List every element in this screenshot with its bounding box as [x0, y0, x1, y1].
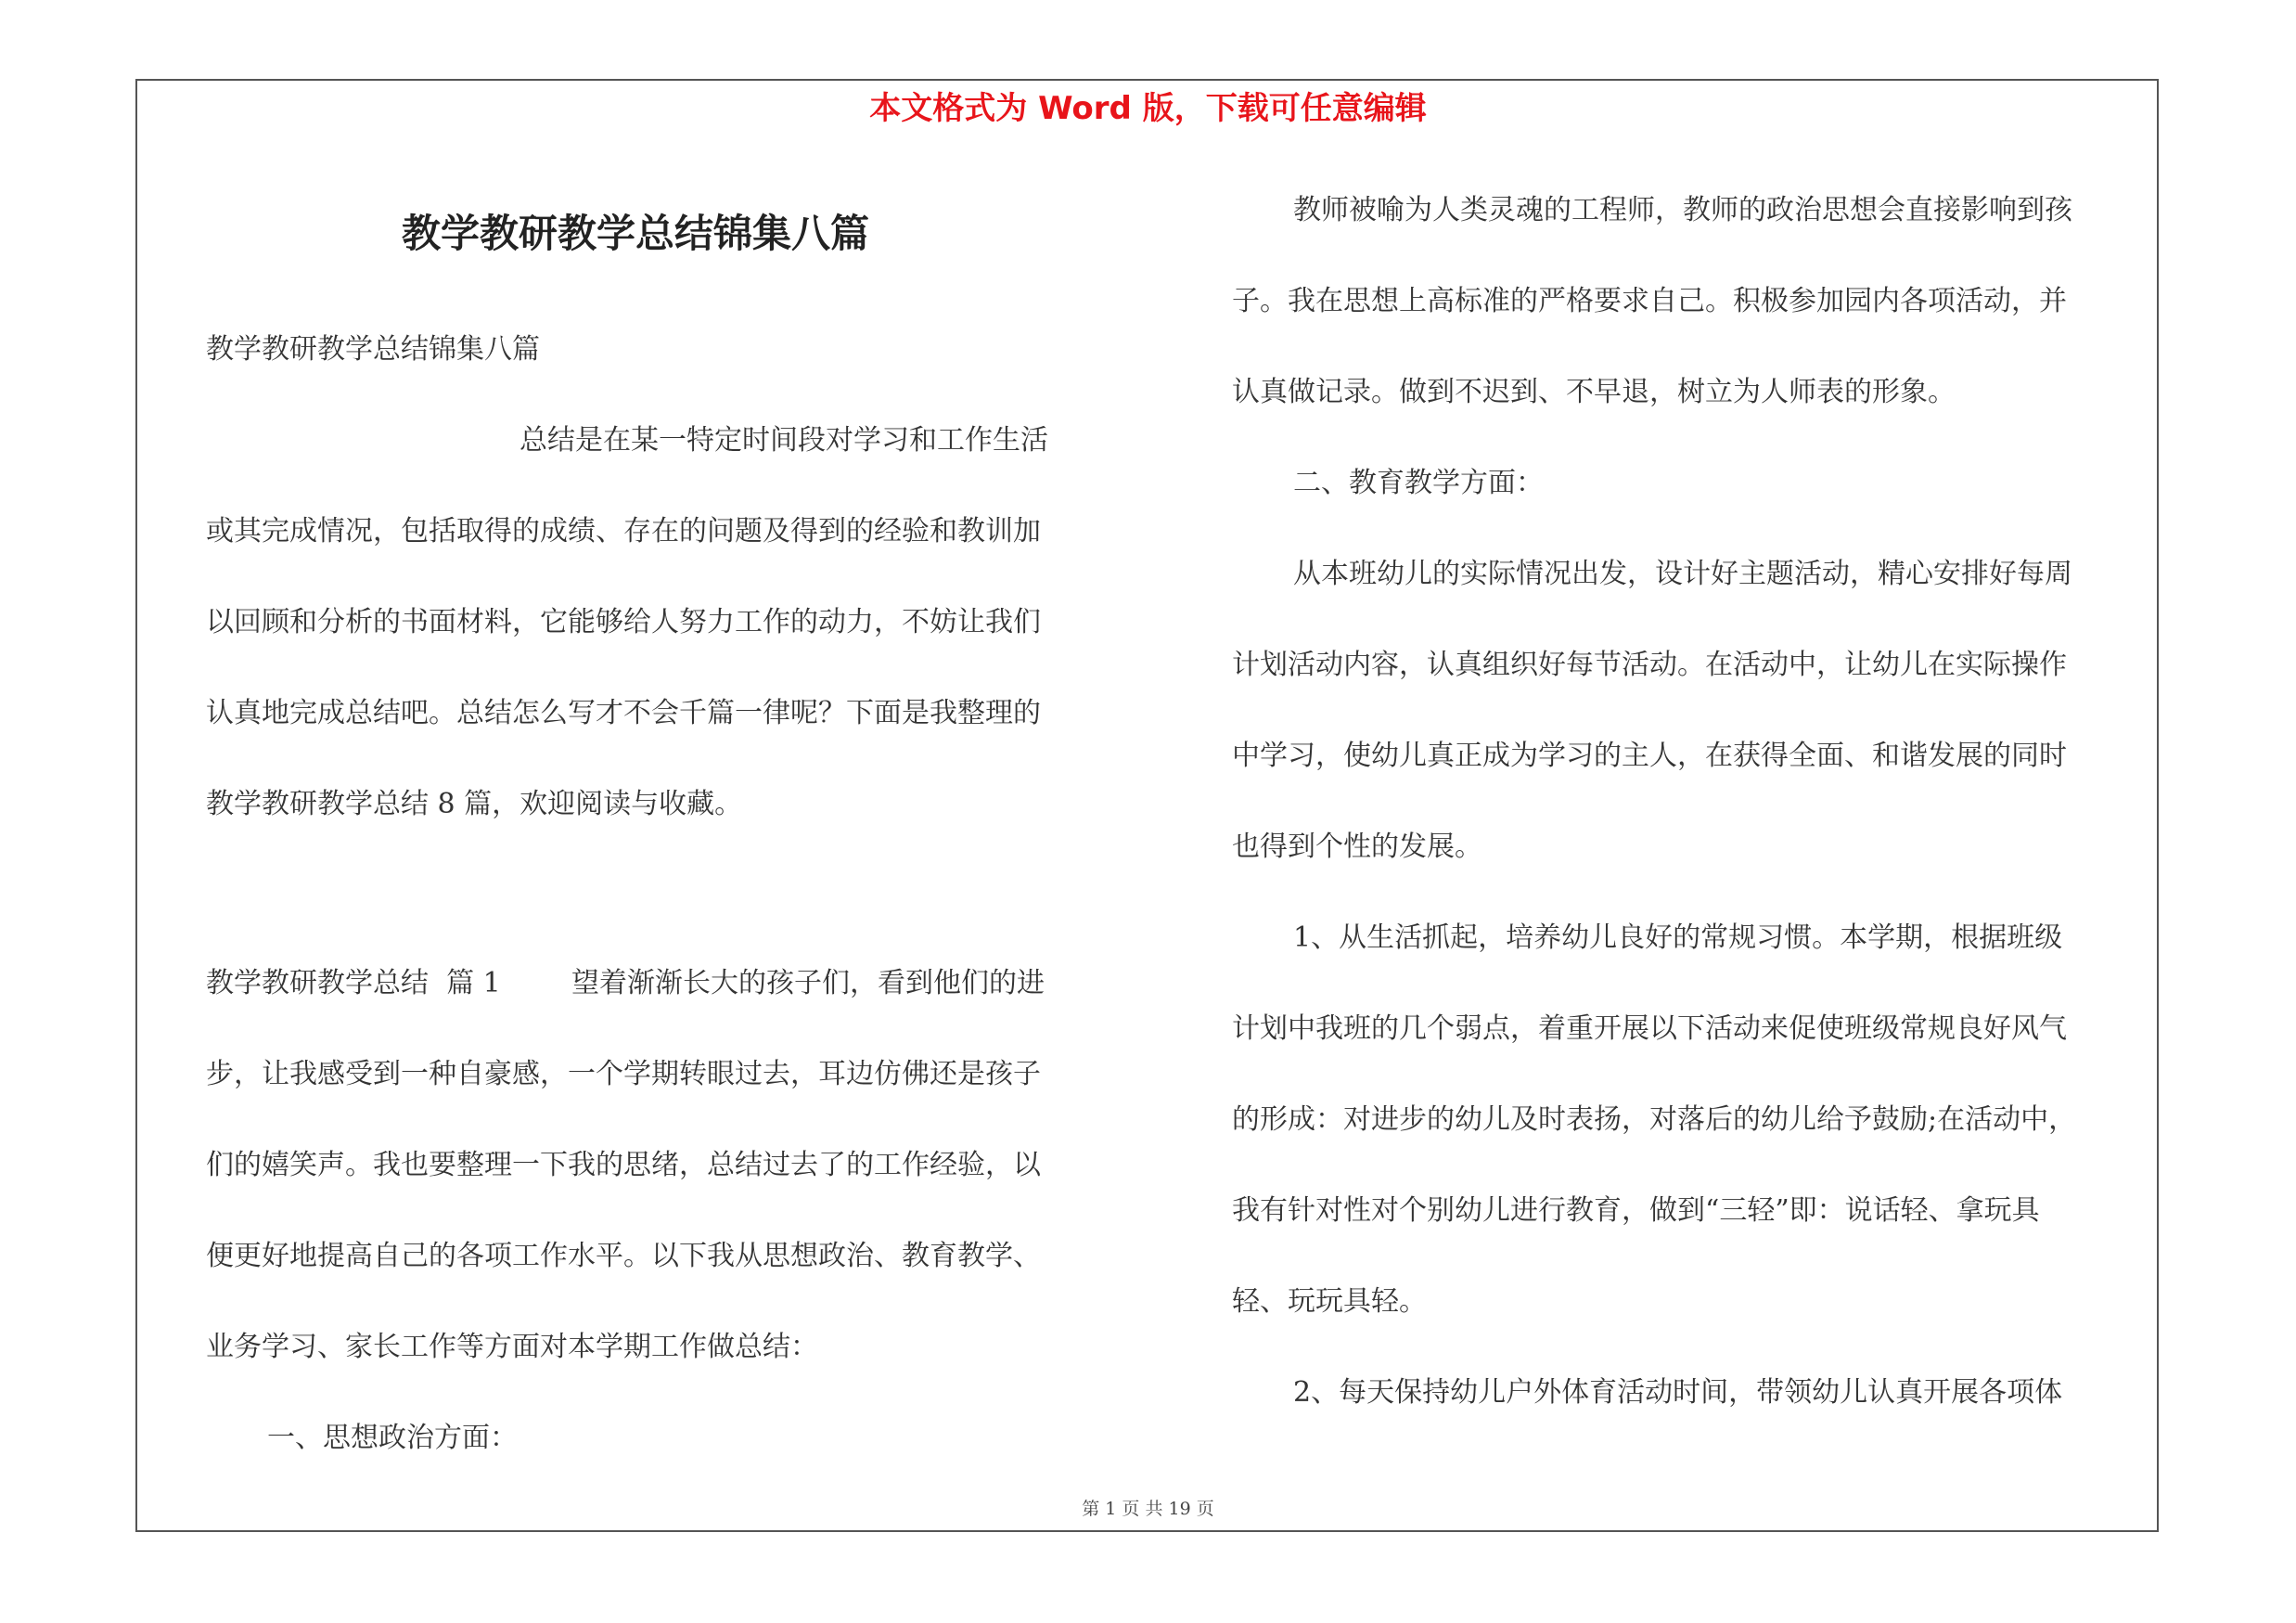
- paragraph-line: 以回顾和分析的书面材料，它能够给人努力工作的动力，不妨让我们: [206, 606, 1041, 638]
- paragraph-line: 总结是在某一特定时间段对学习和工作生活: [519, 424, 1048, 457]
- page-number: 第 1 页 共 19 页: [1082, 1499, 1214, 1519]
- paragraph-line: 便更好地提高自己的各项工作水平。以下我从思想政治、教育教学、: [206, 1240, 1041, 1272]
- paragraph-line: 轻、玩玩具轻。: [1232, 1285, 1427, 1318]
- paragraph-line: 我有针对性对个别幼儿进行教育，做到“三轻”即：说话轻、拿玩具: [1232, 1194, 2040, 1227]
- paragraph-line: 从本班幼儿的实际情况出发，设计好主题活动，精心安排好每周: [1293, 558, 2072, 590]
- format-banner: 本文格式为 Word 版，下载可任意编辑: [869, 90, 1427, 127]
- paragraph-line: 也得到个性的发展。: [1232, 831, 1482, 863]
- subheading-line: 二、教育教学方面：: [1293, 467, 1544, 499]
- paragraph-line: 步，让我感受到一种自豪感，一个学期转眼过去，耳边仿佛还是孩子: [206, 1058, 1041, 1090]
- section-heading-line: 教学教研教学总结 篇 1 望着渐渐长大的孩子们，看到他们的进: [206, 967, 1045, 999]
- paragraph-line: 子。我在思想上高标准的严格要求自己。积极参加园内各项活动，并: [1232, 285, 2067, 317]
- paragraph-line: 们的嬉笑声。我也要整理一下我的思绪，总结过去了的工作经验，以: [206, 1149, 1041, 1181]
- paragraph-line: 计划活动内容，认真组织好每节活动。在活动中，让幼儿在实际操作: [1232, 649, 2067, 681]
- paragraph-line: 中学习，使幼儿真正成为学习的主人，在获得全面、和谐发展的同时: [1232, 740, 2067, 772]
- paragraph-line: 认真做记录。做到不迟到、不早退，树立为人师表的形象。: [1232, 376, 1956, 408]
- subheading-line: 一、思想政治方面：: [267, 1422, 518, 1454]
- paragraph-line: 认真地完成总结吧。总结怎么写才不会千篇一律呢？下面是我整理的: [206, 697, 1041, 729]
- paragraph-line: 教学教研教学总结锦集八篇: [206, 333, 540, 366]
- paragraph-line: 业务学习、家长工作等方面对本学期工作做总结：: [206, 1331, 818, 1363]
- paragraph-line: 教师被喻为人类灵魂的工程师，教师的政治思想会直接影响到孩: [1293, 194, 2072, 226]
- paragraph-line: 或其完成情况，包括取得的成绩、存在的问题及得到的经验和教训加: [206, 515, 1041, 547]
- paragraph-line: 教学教研教学总结 8 篇，欢迎阅读与收藏。: [206, 788, 743, 820]
- document-title: 教学教研教学总结锦集八篇: [401, 211, 869, 256]
- paragraph-line: 2、每天保持幼儿户外体育活动时间，带领幼儿认真开展各项体: [1293, 1376, 2063, 1409]
- paragraph-line: 的形成：对进步的幼儿及时表扬，对落后的幼儿给予鼓励;在活动中，: [1232, 1103, 2077, 1136]
- paragraph-line: 1、从生活抓起，培养幼儿良好的常规习惯。本学期，根据班级: [1293, 921, 2063, 954]
- paragraph-line: 计划中我班的几个弱点，着重开展以下活动来促使班级常规良好风气: [1232, 1012, 2067, 1045]
